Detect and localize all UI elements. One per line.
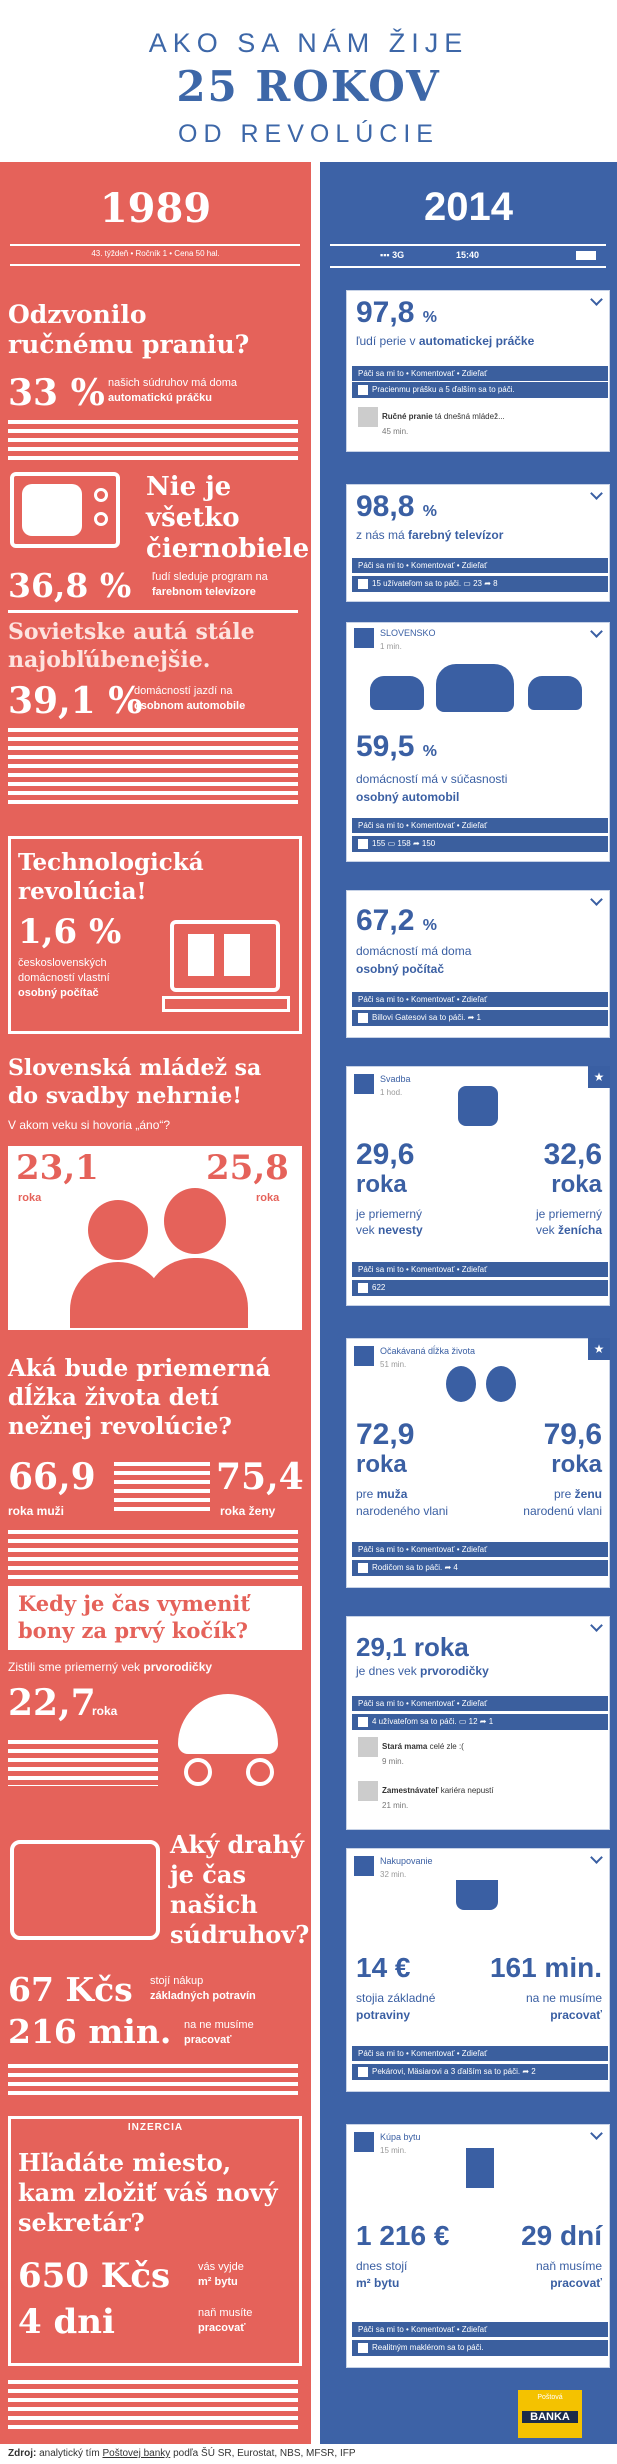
decor-lines bbox=[8, 1530, 298, 1580]
c6-men-text: pre muža narodeného vlani bbox=[356, 1487, 449, 1518]
c6-men: 72,9 roka bbox=[356, 1418, 415, 1478]
s7-title: Kedy je čas vymeniť bony za prvý kočík? bbox=[8, 1586, 302, 1650]
battery-icon bbox=[576, 251, 596, 260]
c3-head: SLOVENSKO bbox=[380, 628, 436, 638]
computer-icon bbox=[162, 920, 290, 1016]
c8-head: Nakupovanie bbox=[380, 1856, 433, 1866]
basket-icon bbox=[456, 1880, 498, 1910]
rule bbox=[8, 610, 298, 613]
decor-lines bbox=[8, 728, 298, 808]
c6-women: 79,6 roka bbox=[543, 1418, 602, 1478]
s5-question: V akom veku si hovoria „áno“? bbox=[8, 1118, 171, 1132]
c3-time: 1 min. bbox=[380, 642, 402, 651]
c9-text2: naň musíme pracovať bbox=[535, 2259, 602, 2290]
decor-lines bbox=[8, 2064, 298, 2100]
c5-groom: 32,6 roka bbox=[543, 1138, 602, 1198]
s7-value: 22,7 bbox=[8, 1682, 96, 1724]
s3-value: 39,1 % bbox=[8, 680, 143, 722]
c8-value1: 14 € bbox=[356, 1952, 411, 1983]
s1-text: našich súdruhov má doma automatickú práčku bbox=[108, 377, 238, 404]
tv-icon bbox=[10, 472, 120, 548]
header-line2: 25 ROKOV bbox=[176, 62, 441, 111]
s4-text: československých domácností vlastní osobný počítač bbox=[18, 957, 110, 999]
c7-value: 29,1 roka bbox=[356, 1632, 469, 1662]
s2-title: Nie je všetko čiernobiele. bbox=[146, 472, 319, 564]
car-icon bbox=[370, 676, 424, 710]
c3-text: domácností má v súčasnosti osobný automobil bbox=[356, 772, 508, 804]
c8-value2: 161 min. bbox=[489, 1952, 602, 1983]
c7-comment2: Zamestnávateľ kariéra nepustí 21 min. bbox=[352, 1778, 608, 1822]
c5-time: 1 hod. bbox=[380, 1088, 403, 1097]
women-label: roka ženy bbox=[220, 1504, 276, 1518]
chevron-down-icon[interactable] bbox=[590, 293, 603, 306]
c3-value: 59,5 % bbox=[356, 730, 437, 763]
s8-text1: stojí nákup základných potravín bbox=[150, 1975, 256, 2002]
s4-value: 1,6 % bbox=[18, 912, 122, 952]
bride-illustration bbox=[88, 1200, 148, 1260]
c7-actions[interactable]: Páči sa mi to • Komentovať • Zdieľať bbox=[352, 1696, 608, 1711]
s5-title: Slovenská mládež sa do svadby nehrnie! bbox=[8, 1055, 262, 1109]
baby-icon bbox=[486, 1366, 516, 1402]
c8-text2: na ne musíme pracovať bbox=[525, 1991, 602, 2022]
c6-women-text: pre ženu narodenú vlani bbox=[523, 1487, 602, 1518]
thumb-icon bbox=[358, 1283, 368, 1293]
thumb-icon bbox=[358, 2343, 368, 2353]
chevron-down-icon[interactable] bbox=[590, 893, 603, 906]
rule bbox=[10, 244, 300, 246]
chevron-down-icon[interactable] bbox=[590, 1851, 603, 1864]
c8-text1: stojia základné potraviny bbox=[356, 1991, 436, 2022]
c3-actions[interactable]: Páči sa mi to • Komentovať • Zdieľať bbox=[352, 818, 608, 833]
c1-value: 97,8 % bbox=[356, 296, 437, 329]
decor-lines bbox=[8, 2380, 298, 2430]
c5-bride: 29,6 roka bbox=[356, 1138, 415, 1198]
women-life: 75,4 bbox=[216, 1456, 304, 1498]
basket-icon bbox=[10, 1840, 160, 1940]
c1-actions[interactable]: Páči sa mi to • Komentovať • Zdieľať bbox=[352, 366, 608, 381]
c3-likes: 155 ▭ 158 ➦ 150 bbox=[352, 836, 608, 852]
c9-likes: Realitným maklérom sa to páči. bbox=[352, 2340, 608, 2356]
thumb-icon bbox=[358, 1717, 368, 1727]
s7-unit: roka bbox=[92, 1704, 118, 1718]
c6-time: 51 min. bbox=[380, 1360, 407, 1369]
star-icon[interactable]: ★ bbox=[588, 1066, 610, 1088]
rule bbox=[10, 264, 300, 266]
avatar bbox=[354, 1856, 374, 1876]
s9-value2: 4 dni bbox=[18, 2302, 115, 2342]
rule bbox=[330, 266, 606, 268]
c4-text: domácností má doma osobný počítač bbox=[356, 944, 472, 976]
c9-head: Kúpa bytu bbox=[380, 2132, 421, 2142]
c1-text: ľudí perie v automatickej práčke bbox=[356, 334, 535, 348]
decor-lines bbox=[8, 420, 298, 460]
advert-label: INZERCIA bbox=[127, 2122, 184, 2133]
c8-time: 32 min. bbox=[380, 1870, 407, 1879]
chevron-down-icon[interactable] bbox=[590, 2127, 603, 2140]
thumb-icon bbox=[358, 2067, 368, 2077]
c9-text1: dnes stojí m² bytu bbox=[356, 2259, 408, 2290]
avatar bbox=[358, 407, 378, 427]
s9-title: Hľadáte miesto, kam zložiť váš nový sekretár? bbox=[18, 2148, 278, 2237]
c9-value2: 29 dní bbox=[521, 2220, 602, 2251]
c1-likes: Pracienmu prášku a 5 ďalším sa to páči. bbox=[352, 382, 608, 398]
c2-text: z nás má farebný televízor bbox=[356, 528, 504, 542]
s8-value2: 216 min. bbox=[8, 2012, 172, 2051]
bride-age: 23,1 bbox=[16, 1148, 99, 1188]
avatar bbox=[354, 1074, 374, 1094]
c6-actions[interactable]: Páči sa mi to • Komentovať • Zdieľať bbox=[352, 1542, 608, 1557]
decor-lines bbox=[114, 1462, 210, 1516]
footer: Zdroj: analytický tím Poštovej banky podľa ŠÚ SR, Eurostat, NBS, MFSR, IFP bbox=[0, 2444, 617, 2464]
c9-time: 15 min. bbox=[380, 2146, 407, 2155]
source-link[interactable]: Poštovej banky bbox=[102, 2448, 171, 2459]
bride-unit: roka bbox=[18, 1192, 42, 1204]
year-2014: 2014 bbox=[424, 185, 513, 229]
thumb-icon bbox=[358, 839, 368, 849]
s2-value: 36,8 % bbox=[8, 566, 132, 605]
c2-actions[interactable]: Páči sa mi to • Komentovať • Zdieľať bbox=[352, 558, 608, 573]
c7-text: je dnes vek prvorodičky bbox=[356, 1664, 489, 1678]
s9-value1: 650 Kčs bbox=[18, 2256, 171, 2296]
c7-comment1: Stará mama celé zle :( 9 min. bbox=[352, 1734, 608, 1776]
s8-value1: 67 Kčs bbox=[8, 1970, 133, 2009]
groom-age: 25,8 bbox=[206, 1148, 289, 1188]
c5-actions[interactable]: Páči sa mi to • Komentovať • Zdieľať bbox=[352, 1262, 608, 1277]
header-line1: AKO SA NÁM ŽIJE bbox=[148, 28, 469, 58]
decor-lines bbox=[8, 1740, 158, 1786]
c2-likes: 15 užívateľom sa to páči. ▭ 23 ➦ 8 bbox=[352, 576, 608, 592]
bank-logo[interactable]: Poštová BANKA bbox=[518, 2390, 582, 2438]
status-time: 15:40 bbox=[456, 250, 480, 260]
chevron-down-icon[interactable] bbox=[590, 1619, 603, 1632]
s9-text1: vás vyjde m² bytu bbox=[198, 2261, 244, 2288]
avatar bbox=[354, 2132, 374, 2152]
s7-text: Zistili sme priemerný vek prvorodičky bbox=[8, 1660, 213, 1674]
s8-text2: na ne musíme pracovať bbox=[184, 2019, 254, 2046]
pram-wheel bbox=[246, 1758, 274, 1786]
newspaper-meta: 43. týždeň • Ročník 1 • Cena 50 hal. bbox=[91, 249, 220, 258]
avatar bbox=[358, 1737, 378, 1757]
groom-illustration bbox=[164, 1188, 226, 1254]
groom-unit: roka bbox=[256, 1192, 280, 1204]
c9-actions[interactable]: Páči sa mi to • Komentovať • Zdieľať bbox=[352, 2322, 608, 2337]
car-icon bbox=[436, 664, 514, 712]
s4-title: Technologická revolúcia! bbox=[18, 849, 204, 905]
thumb-icon bbox=[358, 1563, 368, 1573]
men-life: 66,9 bbox=[8, 1456, 96, 1498]
c4-actions[interactable]: Páči sa mi to • Komentovať • Zdieľať bbox=[352, 992, 608, 1007]
building-icon bbox=[466, 2148, 494, 2188]
chevron-down-icon[interactable] bbox=[590, 625, 603, 638]
year-1989: 1989 bbox=[99, 185, 212, 232]
c1-comment: Ručné pranie tá dnešná mládež... 45 min. bbox=[352, 404, 608, 446]
c6-head: Očakávaná dĺžka života bbox=[380, 1346, 476, 1356]
c8-likes: Pekárovi, Mäsiarovi a 3 ďalším sa to páči. ➦ 2 bbox=[352, 2064, 608, 2080]
c9-value1: 1 216 € bbox=[356, 2220, 450, 2251]
chevron-down-icon[interactable] bbox=[590, 487, 603, 500]
s8-title: Aký drahý je čas našich súdruhov? bbox=[170, 1830, 310, 1949]
s1-title: Odzvonilo ručnému praniu? bbox=[8, 300, 250, 359]
avatar bbox=[354, 1346, 374, 1366]
baby-icon bbox=[446, 1366, 476, 1402]
c8-actions[interactable]: Páči sa mi to • Komentovať • Zdieľať bbox=[352, 2046, 608, 2061]
car-icon bbox=[528, 676, 582, 710]
c4-value: 67,2 % bbox=[356, 904, 437, 937]
avatar bbox=[354, 628, 374, 648]
s9-text2: naň musíte pracovať bbox=[198, 2307, 253, 2334]
s1-value: 33 % bbox=[8, 372, 105, 414]
men-label: roka muži bbox=[8, 1504, 65, 1518]
rule bbox=[330, 244, 606, 246]
c4-likes: Billovi Gatesovi sa to páči. ➦ 1 bbox=[352, 1010, 608, 1026]
thumb-icon bbox=[358, 579, 368, 589]
s2-text: ľudí sleduje program na farebnom televízore bbox=[152, 571, 268, 598]
star-icon[interactable]: ★ bbox=[588, 1338, 610, 1360]
thumb-icon bbox=[358, 385, 368, 395]
s3-title: Sovietske autá stále najobľúbenejšie. bbox=[8, 619, 255, 673]
header-line3: OD REVOLÚCIE bbox=[178, 120, 439, 148]
c5-likes: 622 bbox=[352, 1280, 608, 1296]
signal-indicator: ▪▪▪ 3G bbox=[380, 250, 405, 260]
c5-bride-text: je priemerný vek nevesty bbox=[356, 1207, 423, 1237]
c5-head: Svadba bbox=[380, 1074, 411, 1084]
thumb-icon bbox=[358, 1013, 368, 1023]
c2-value: 98,8 % bbox=[356, 490, 437, 523]
avatar bbox=[358, 1781, 378, 1801]
couple-icon bbox=[458, 1086, 498, 1126]
c6-likes: Rodičom sa to páči. ➦ 4 bbox=[352, 1560, 608, 1576]
pram-wheel bbox=[184, 1758, 212, 1786]
c5-groom-text: je priemerný vek ženícha bbox=[535, 1207, 602, 1237]
c7-likes: 4 užívateľom sa to páči. ▭ 12 ➦ 1 bbox=[352, 1714, 608, 1730]
s6-title: Aká bude priemerná dĺžka života detí nežnej revolúcie? bbox=[8, 1355, 271, 1440]
s3-text: domácností jazdí na osobnom automobile bbox=[134, 685, 246, 712]
